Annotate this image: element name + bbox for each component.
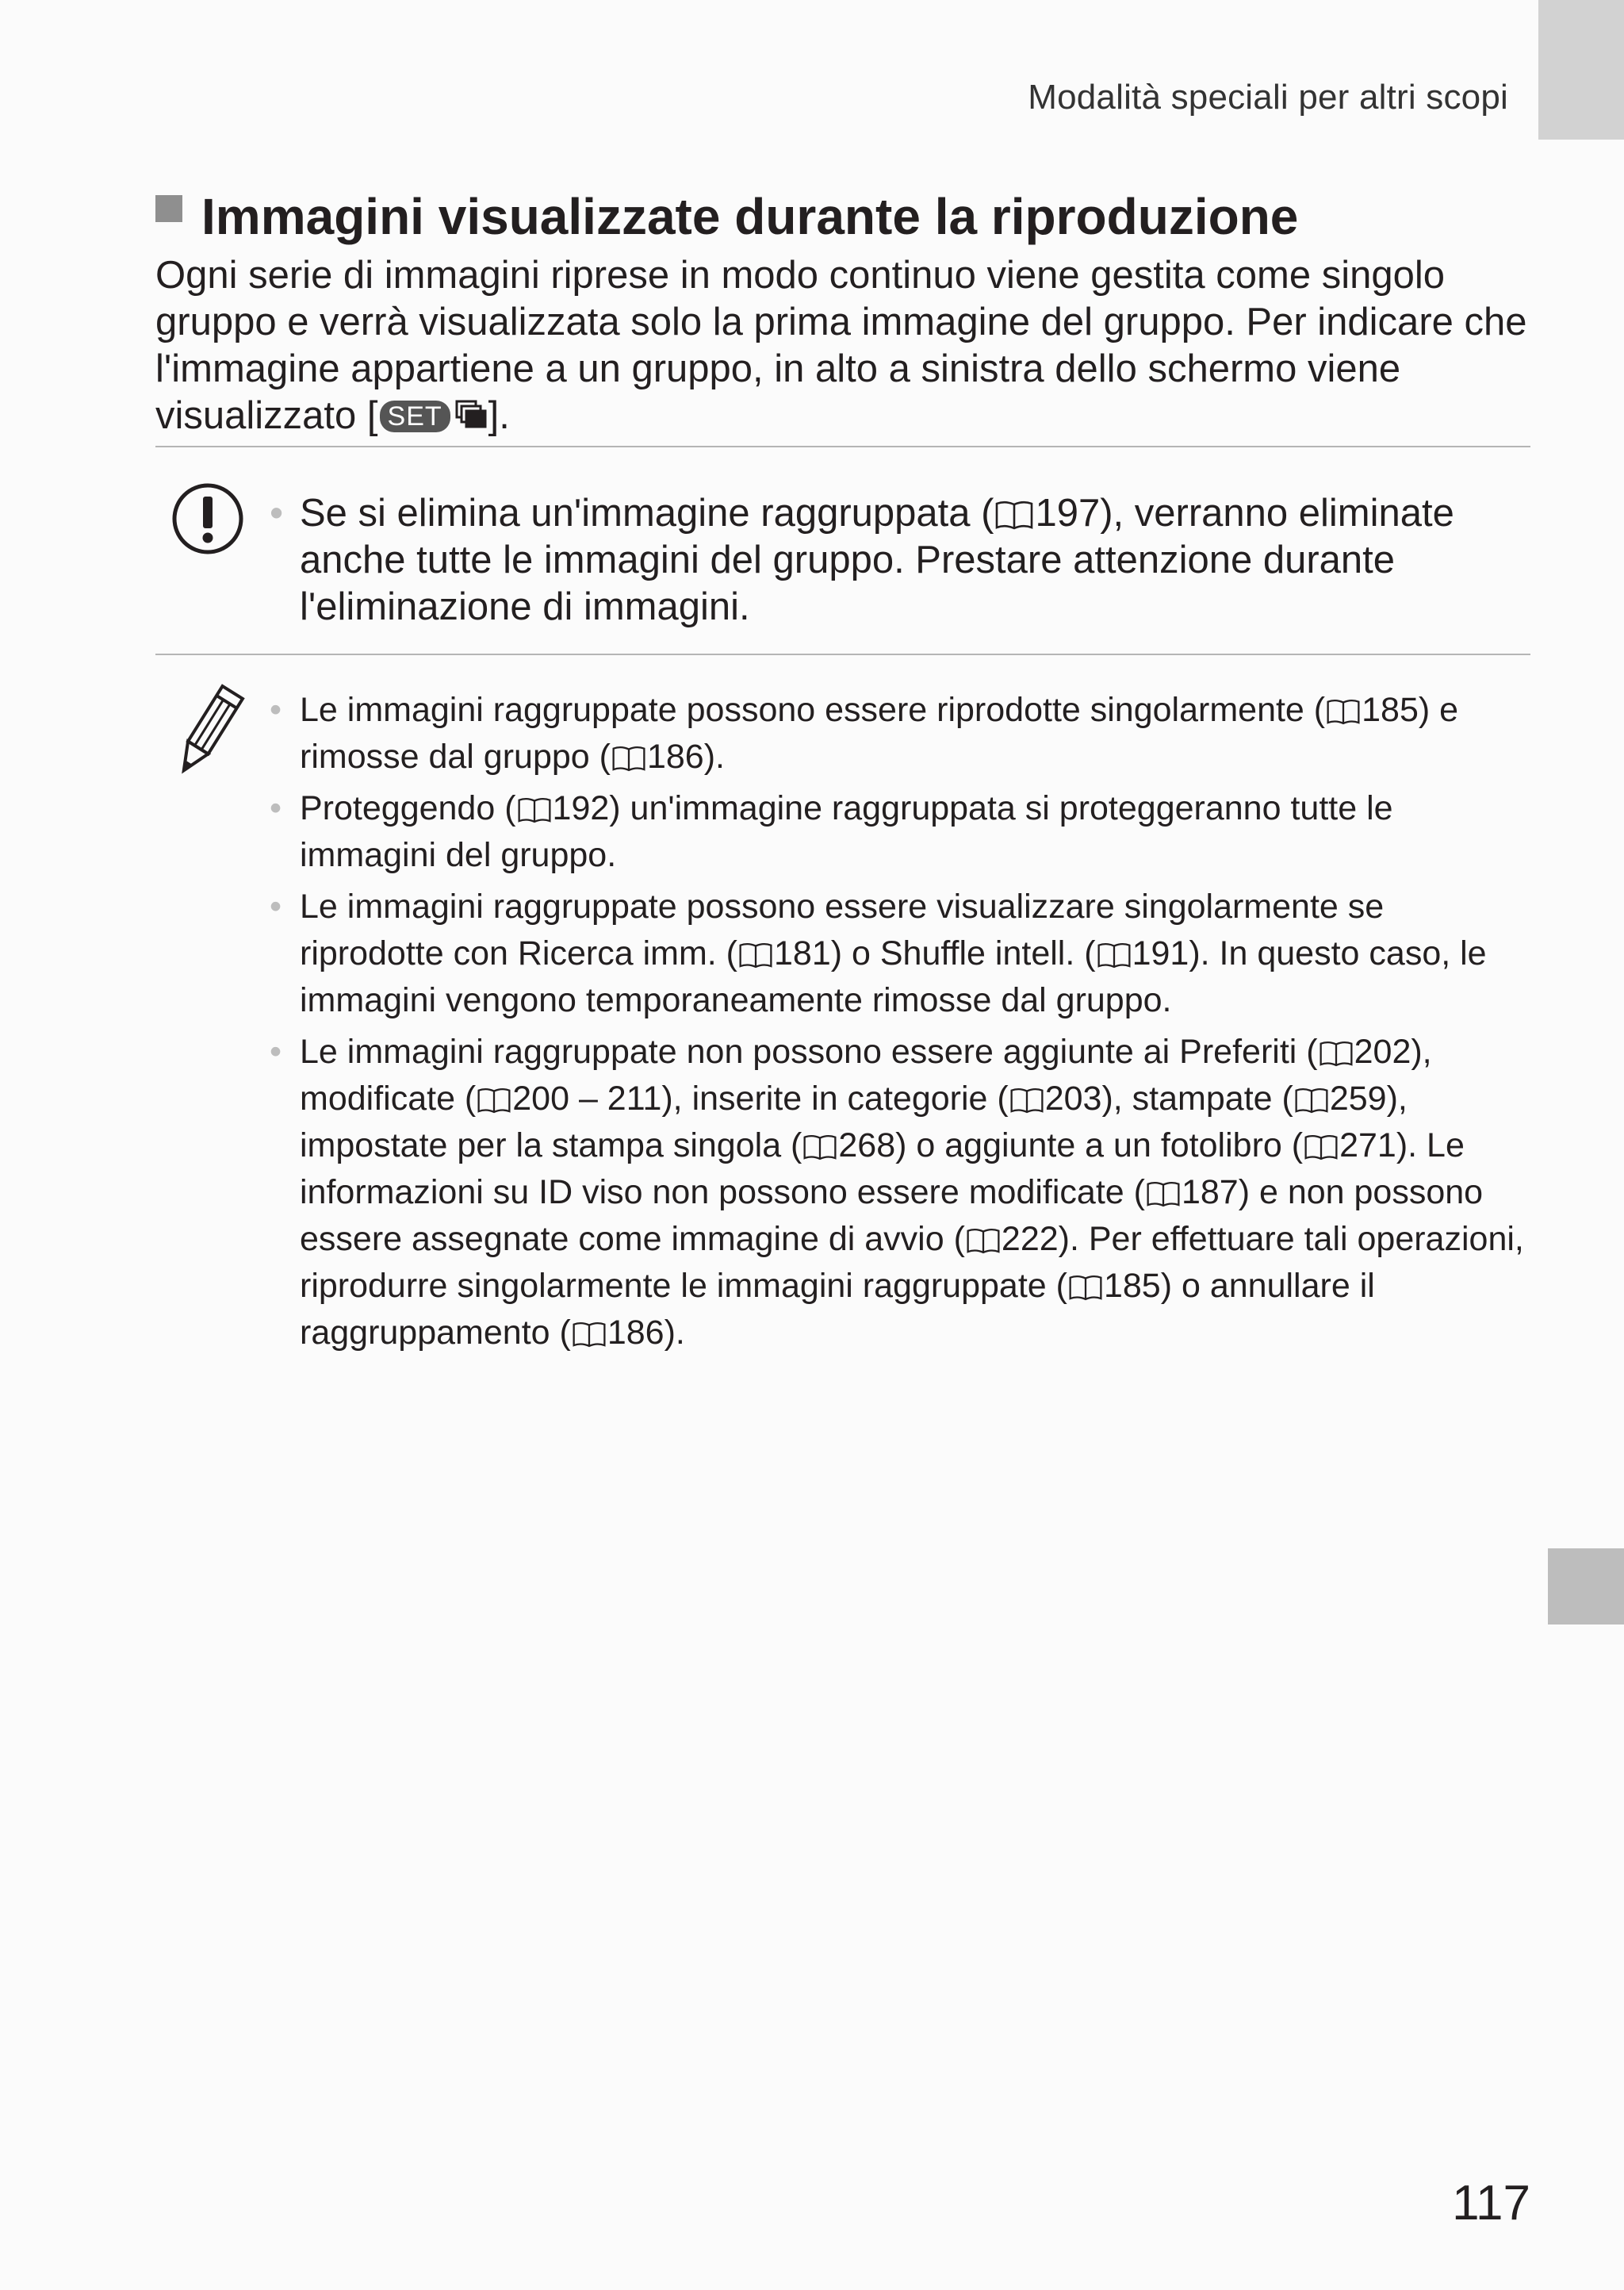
book-ref-icon [966,1226,1001,1255]
book-ref-icon [1009,1086,1044,1114]
book-ref-icon [1294,1086,1329,1114]
book-ref-icon [1319,1039,1354,1068]
section-title [155,187,1298,246]
chapter-edge-tab [1538,0,1624,140]
section-title-text: Immagini visualizzate durante la riproduzione [201,188,1299,245]
book-ref-icon [1326,697,1361,726]
list-item: • Le immagini raggruppate non possono essere aggiunte ai Preferiti ( 202), modificate ( 200 – 211), inserite in categorie ( 203), stampate ( 259), impostate per la stampa singola ( 268) o aggiunte a un fotolibro ( 271). Le informazioni su ID viso non possono essere modificate ( 187) e non possono essere assegnate come immagine di avvio ( 222). Per effettuare tali operazioni, riprodurre singolarmente le immagini raggruppate ( 185) o annullare il raggruppamento ( 186). [270,1033,1524,1352]
group-stack-icon [454,400,488,432]
book-ref-icon [1068,1273,1103,1302]
book-ref-icon [572,1320,607,1348]
divider [155,654,1530,655]
book-ref-icon [611,744,646,773]
book-ref-icon [1304,1133,1339,1161]
book-ref-icon [738,941,773,969]
list-item: • Le immagini raggruppate possono essere riprodotte singolarmente ( 185) e rimosse dal gruppo ( 186). [270,691,1459,776]
note-block [155,657,1535,1371]
list-item: • Proteggendo ( 192) un'immagine raggruppata si proteggeranno tutte le immagini del gruppo. [270,789,1393,874]
pencil-icon [170,681,246,784]
note-list [270,687,1537,1361]
page-number: 117 [1452,2176,1530,2231]
intro-paragraph [155,252,1535,439]
list-item: • Le immagini raggruppate possono essere visualizzare singolarmente se riprodotte con Ricerca imm. ( 181) o Shuffle intell. ( 191). In questo caso, le immagini vengono temporaneamente rimosse dal gruppo. [270,888,1487,1019]
caution-list [270,490,1537,631]
intro-text: Ogni serie di immagini riprese in modo continuo viene gestita come singolo gruppo e verrà visualizzata solo la prima immagine del gruppo. Per indicare che l'immagine appartiene a un gruppo, in alto a sinistra dello schermo viene visualizzato [ [155,254,1527,437]
caution-icon [170,481,246,557]
title-square-marker [155,195,182,222]
book-ref-icon [802,1133,837,1161]
caution-block [155,449,1535,652]
book-ref-icon [477,1086,511,1114]
divider [155,446,1530,447]
chapter-index-tab [1548,1548,1624,1624]
intro-end: ]. [488,394,510,437]
book-ref-icon [517,796,552,824]
book-ref-icon [1146,1180,1181,1208]
book-ref-icon [994,499,1034,531]
running-header: Modalità speciali per altri scopi [1028,78,1508,117]
set-badge-icon: SET [380,401,450,432]
list-item: • Se si elimina un'immagine raggruppata ( 197), verranno eliminate anche tutte le immagini del gruppo. Prestare attenzione durante l'eliminazione di immagini. [270,492,1454,628]
book-ref-icon [1097,941,1132,969]
